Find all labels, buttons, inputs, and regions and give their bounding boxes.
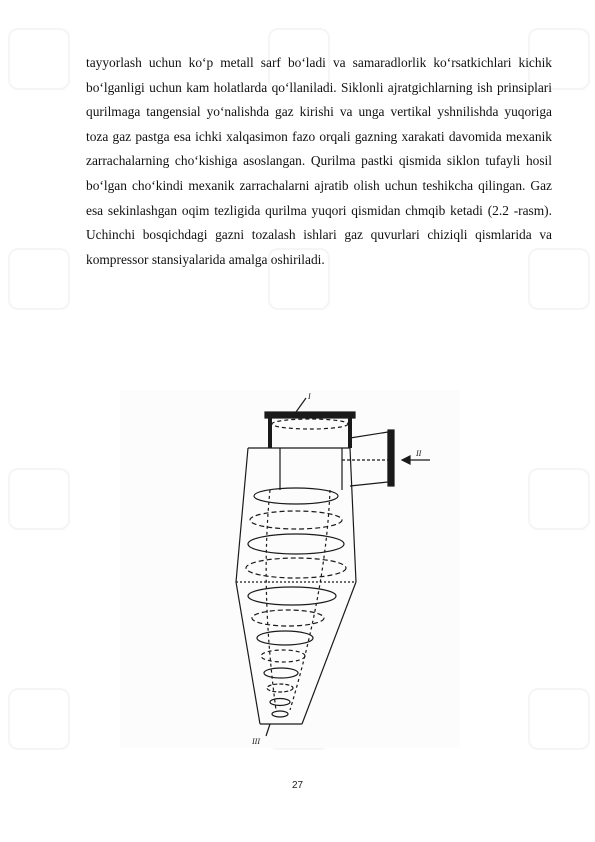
body-right-wall [350, 448, 356, 582]
inlet-flange [388, 430, 394, 486]
body-left-wall [236, 448, 248, 582]
watermark-mark [8, 468, 70, 530]
label-bottom: III [252, 737, 260, 746]
swirl-ellipse [272, 711, 288, 717]
swirl-ellipse [248, 587, 336, 605]
cone-left-wall [236, 582, 260, 724]
cone-right-wall [302, 582, 356, 724]
swirl-ellipse [267, 684, 293, 692]
label-leader-bottom [266, 724, 270, 736]
swirl-ellipse [248, 534, 344, 554]
watermark-mark [528, 688, 590, 750]
swirl-ellipse [257, 631, 313, 645]
swirl-ellipse [246, 558, 346, 578]
swirl-ellipse [252, 610, 324, 626]
swirl-ellipse [264, 668, 298, 678]
swirl-ellipse [254, 488, 338, 504]
body-paragraph: tayyorlash uchun ko‘p metall sarf bo‘ladi va samaradlorlik ko‘rsatkichlari kichik bo‘lganligi uchun kam holatlarda qo‘llaniladi. Siklonli ajratgichlarning ish prinsiplari qurilmaga tangensial yo‘nalishda gaz kirishi va unga vertikal yshnilishda yuqoriga toza gaz pastga esa ichki xalqasimon fazo orqali gazning xarakati davomida mexanik zarrachalarning cho‘kishiga asoslangan. Qurilma pastki qismida siklon tufayli hosil bo‘lgan cho‘kindi mexanik zarrachalarni ajratib olish uchun teshikcha qilingan. Gaz esa sekinlashgan oqim tezligida qurilma yuqori qismidan chmqib ketadi (2.2 -rasm). Uchinchi bosqichdagi gazni tozalash ishlari gaz quvurlari chiziqli qismlarida va kompressor stansiyalarida amalga oshiriladi. [86, 55, 552, 267]
inlet-pipe [350, 432, 388, 486]
cyclone-diagram [120, 390, 460, 748]
vortex-line-right [290, 490, 330, 710]
swirl-ellipse [261, 650, 305, 662]
watermark-mark [8, 28, 70, 90]
cyclone-separator-figure [120, 390, 460, 748]
watermark-mark [528, 468, 590, 530]
label-leader-top [296, 398, 306, 412]
inlet-arrow-head [402, 456, 410, 464]
label-top: I [308, 392, 311, 401]
page-number: 27 [291, 780, 304, 791]
swirl-ellipse [270, 699, 290, 706]
label-inlet: II [416, 449, 422, 458]
watermark-mark [8, 688, 70, 750]
top-flange [265, 412, 355, 418]
outlet-ellipse [272, 419, 348, 429]
watermark-mark [8, 248, 70, 310]
